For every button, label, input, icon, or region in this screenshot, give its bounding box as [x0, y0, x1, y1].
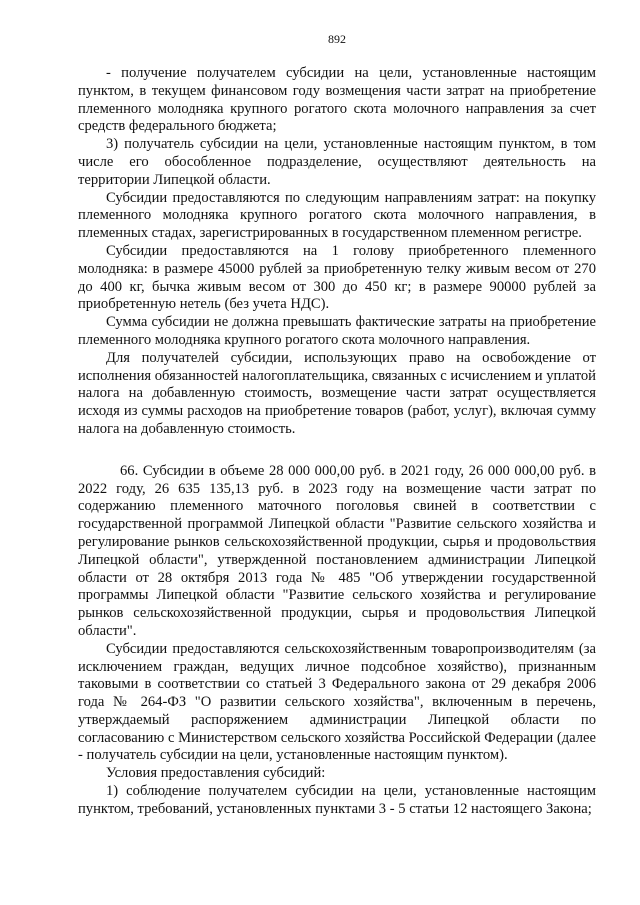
paragraph-subsidy-goal: - получение получателем субсидии на цели, установленные настоящим пунктом, в текущем финансовом году возмещения части затрат на приобретение племенного молодняка крупного рогатого скота молочного направления за счет средств федерального бюджета; [78, 65, 596, 135]
paragraph-condition-3: 3) получатель субсидии на цели, установленные настоящим пунктом, в том числе его обособленное подразделение, осуществляют деятельность на территории Липецкой области. [78, 136, 596, 188]
paragraph-conditions-heading: Условия предоставления субсидий: [106, 765, 326, 782]
paragraph-item-66: 66. Субсидии в объеме 28 000 000,00 руб. в 2021 году, 26 000 000,00 руб. в 2022 году, 26 635 135,13 руб. в 2023 году на возмещение части затрат по содержанию племенного маточного поголовья свиней в соответствии с государственной программой Липецкой области "Развитие сельского хозяйства и регулирование рынков сельскохозяйственной продукции, сырья и продовольствия Липецкой области", утвержденной постановлением администрации Липецкой области от 28 октября 2013 года № 485 "Об утверждении государственной программы Липецкой области "Развитие сельского хозяйства и регулирование рынков сельскохозяйственной продукции, сырья и продовольствия Липецкой области". [78, 462, 596, 639]
document-body [78, 65, 596, 819]
page-number: 892 [328, 32, 346, 46]
section-gap [78, 439, 596, 463]
paragraph-subsidy-limit: Сумма субсидии не должна превышать фактические затраты на приобретение племенного молодняка крупного рогатого скота молочного направления. [78, 314, 596, 348]
paragraph-condition-1: 1) соблюдение получателем субсидии на цели, установленные настоящим пунктом, требований, установленных пунктами 3 - 5 статьи 12 настоящего Закона; [78, 783, 596, 817]
paragraph-expense-directions: Субсидии предоставляются по следующим направлениям затрат: на покупку племенного молодняка крупного рогатого скота молочного направления, в племенных стадах, зарегистрированных в государственном племенном регистре. [78, 189, 596, 242]
paragraph-subsidy-rates: Субсидии предоставляются на 1 голову приобретенного племенного молодняка: в размере 45000 рублей за приобретенную телку живым весом от 270 до 400 кг, бычка живым весом от 300 до 450 кг; в размере 90000 рублей за приобретенную нетель (без учета НДС). [78, 242, 596, 313]
paragraph-vat-exemption: Для получателей субсидии, использующих право на освобождение от исполнения обязанностей налогоплательщика, связанных с исчислением и уплатой налога на добавленную стоимость, возмещение части затрат осуществляется исходя из суммы расходов на приобретение товаров (работ, услуг), включая сумму налога на добавленную стоимость. [78, 349, 596, 437]
paragraph-recipients: Субсидии предоставляются сельскохозяйственным товаропроизводителям (за исключением граждан, ведущих личное подсобное хозяйство), признанным таковыми в соответствии со статьей 3 Федерального закона от 29 декабря 2006 года № 264-ФЗ "О развитии сельского хозяйства", включенным в перечень, утверждаемый распоряжением администрации Липецкой области по согласованию с Министерством сельского хозяйства Российской Федерации (далее - получатель субсидии на цели, установленные настоящим пунктом). [78, 640, 596, 764]
